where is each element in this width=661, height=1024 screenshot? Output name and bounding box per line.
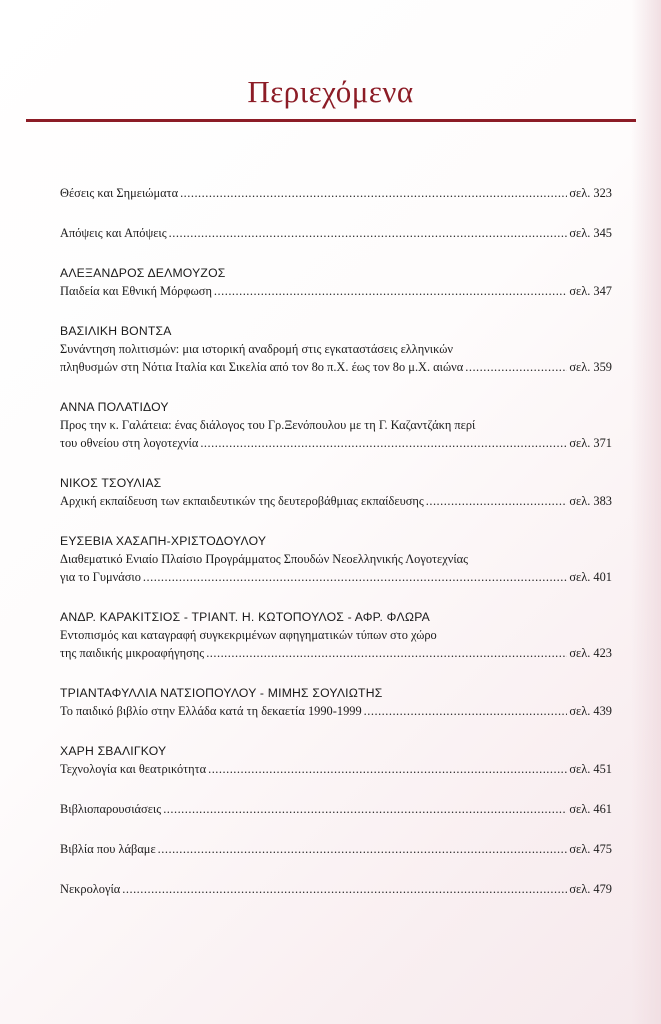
toc-entry-title-cont: για το Γυμνάσιο bbox=[60, 570, 141, 584]
dot-leader bbox=[158, 840, 568, 858]
toc-entry[interactable] bbox=[60, 224, 612, 242]
toc-line bbox=[60, 800, 612, 818]
toc-page-number: σελ. 359 bbox=[569, 360, 612, 374]
toc-entry[interactable] bbox=[60, 840, 612, 858]
toc-entry[interactable] bbox=[60, 322, 612, 376]
dot-leader bbox=[143, 568, 567, 586]
toc-line bbox=[60, 644, 612, 662]
toc-page-number: σελ. 475 bbox=[569, 842, 612, 856]
toc-entry-title: Τεχνολογία και θεατρικότητα bbox=[60, 762, 207, 776]
toc-line bbox=[60, 760, 612, 778]
dot-leader bbox=[465, 358, 567, 376]
toc-entry[interactable] bbox=[60, 264, 612, 300]
toc-entry-title: Βιβλία που λάβαμε bbox=[60, 842, 156, 856]
dot-leader bbox=[426, 492, 568, 510]
dot-leader bbox=[208, 760, 567, 778]
toc-page-number: σελ. 347 bbox=[569, 284, 612, 298]
toc-page-number: σελ. 345 bbox=[569, 226, 612, 240]
toc-page-number: σελ. 479 bbox=[569, 882, 612, 896]
toc-line bbox=[60, 282, 612, 300]
toc-page-number: σελ. 423 bbox=[569, 646, 612, 660]
toc-entry[interactable] bbox=[60, 684, 612, 720]
toc-entry-title: Απόψεις και Απόψεις bbox=[60, 226, 167, 240]
toc-line bbox=[60, 840, 612, 858]
toc-entry[interactable] bbox=[60, 800, 612, 818]
toc-entry[interactable] bbox=[60, 184, 612, 202]
toc-entry-title: Παιδεία και Εθνική Μόρφωση bbox=[60, 284, 212, 298]
title-rule bbox=[26, 119, 636, 122]
toc-entry-title-cont: της παιδικής μικροαφήγησης bbox=[60, 646, 205, 660]
toc-entry[interactable] bbox=[60, 474, 612, 510]
toc-author: ΧΑΡΗ ΣΒΑΛΙΓΚΟΥ bbox=[60, 744, 167, 758]
toc-entry-title-cont: πληθυσμών στη Νότια Ιταλία και Σικελία από τον 8ο π.Χ. έως τον 8ο μ.Χ. αιώνα bbox=[60, 360, 464, 374]
toc-page-number: σελ. 383 bbox=[569, 494, 612, 508]
toc-entry-title: Νεκρολογία bbox=[60, 882, 121, 896]
dot-leader bbox=[163, 800, 567, 818]
toc-entry-title: Εντοπισμός και καταγραφή συγκεκριμένων αφηγηματικών τύπων στο χώρο bbox=[60, 628, 437, 642]
toc-author: ΝΙΚΟΣ ΤΣΟΥΛΙΑΣ bbox=[60, 476, 162, 490]
toc-line bbox=[60, 492, 612, 510]
toc-entry[interactable] bbox=[60, 608, 612, 662]
page-title: Περιεχόμενα bbox=[247, 74, 414, 109]
toc-entry-title: Αρχική εκπαίδευση των εκπαιδευτικών της δευτεροβάθμιας εκπαίδευσης bbox=[60, 494, 424, 508]
page-edge-shade bbox=[631, 0, 661, 1024]
toc-page-number: σελ. 401 bbox=[569, 570, 612, 584]
toc-author: ΕΥΣΕΒΙΑ ΧΑΣΑΠΗ-ΧΡΙΣΤΟΔΟΥΛΟΥ bbox=[60, 534, 267, 548]
toc-entry-title: Προς την κ. Γαλάτεια: ένας διάλογος του Γρ.Ξενόπουλου με τη Γ. Καζαντζάκη περί bbox=[60, 418, 476, 432]
dot-leader bbox=[214, 282, 567, 300]
toc-entry[interactable] bbox=[60, 398, 612, 452]
toc-page-number: σελ. 371 bbox=[569, 436, 612, 450]
toc-entry[interactable] bbox=[60, 880, 612, 898]
toc-author: ΑΝΝΑ ΠΟΛΑΤΙΔΟΥ bbox=[60, 400, 169, 414]
toc-entry[interactable] bbox=[60, 742, 612, 778]
toc-line bbox=[60, 568, 612, 586]
table-of-contents bbox=[60, 178, 612, 898]
toc-page-number: σελ. 323 bbox=[569, 186, 612, 200]
toc-line bbox=[60, 880, 612, 898]
toc-line bbox=[60, 434, 612, 452]
toc-line bbox=[60, 224, 612, 242]
toc-line bbox=[60, 702, 612, 720]
dot-leader bbox=[200, 434, 567, 452]
toc-page-number: σελ. 461 bbox=[569, 802, 612, 816]
toc-author: ΑΝΔΡ. ΚΑΡΑΚΙΤΣΙΟΣ - ΤΡΙΑΝΤ. Η. ΚΩΤΟΠΟΥΛΟΣ - ΑΦΡ. ΦΛΩΡΑ bbox=[60, 610, 430, 624]
dot-leader bbox=[206, 644, 567, 662]
dot-leader bbox=[364, 702, 568, 720]
toc-page-number: σελ. 439 bbox=[569, 704, 612, 718]
toc-entry-title-cont: του οθνείου στη λογοτεχνία bbox=[60, 436, 199, 450]
toc-entry[interactable] bbox=[60, 532, 612, 586]
toc-line bbox=[60, 184, 612, 202]
toc-page-number: σελ. 451 bbox=[569, 762, 612, 776]
toc-entry-title: Βιβλιοπαρουσιάσεις bbox=[60, 802, 162, 816]
dot-leader bbox=[122, 880, 567, 898]
toc-line bbox=[60, 358, 612, 376]
dot-leader bbox=[180, 184, 567, 202]
toc-author: ΒΑΣΙΛΙΚΗ ΒΟΝΤΣΑ bbox=[60, 324, 172, 338]
toc-entry-title: Θέσεις και Σημειώματα bbox=[60, 186, 179, 200]
toc-author: ΤΡΙΑΝΤΑΦΥΛΛΙΑ ΝΑΤΣΙΟΠΟΥΛΟΥ - ΜΙΜΗΣ ΣΟΥΛΙΩΤΗΣ bbox=[60, 686, 383, 700]
toc-entry-title: Συνάντηση πολιτισμών: μια ιστορική αναδρομή στις εγκαταστάσεις ελληνικών bbox=[60, 342, 454, 356]
toc-entry-title: Το παιδικό βιβλίο στην Ελλάδα κατά τη δεκαετία 1990-1999 bbox=[60, 704, 362, 718]
toc-entry-title: Διαθεματικό Ενιαίο Πλαίσιο Προγράμματος Σπουδών Νεοελληνικής Λογοτεχνίας bbox=[60, 552, 469, 566]
toc-author: ΑΛΕΞΑΝΔΡΟΣ ΔΕΛΜΟΥΖΟΣ bbox=[60, 266, 226, 280]
dot-leader bbox=[169, 224, 568, 242]
